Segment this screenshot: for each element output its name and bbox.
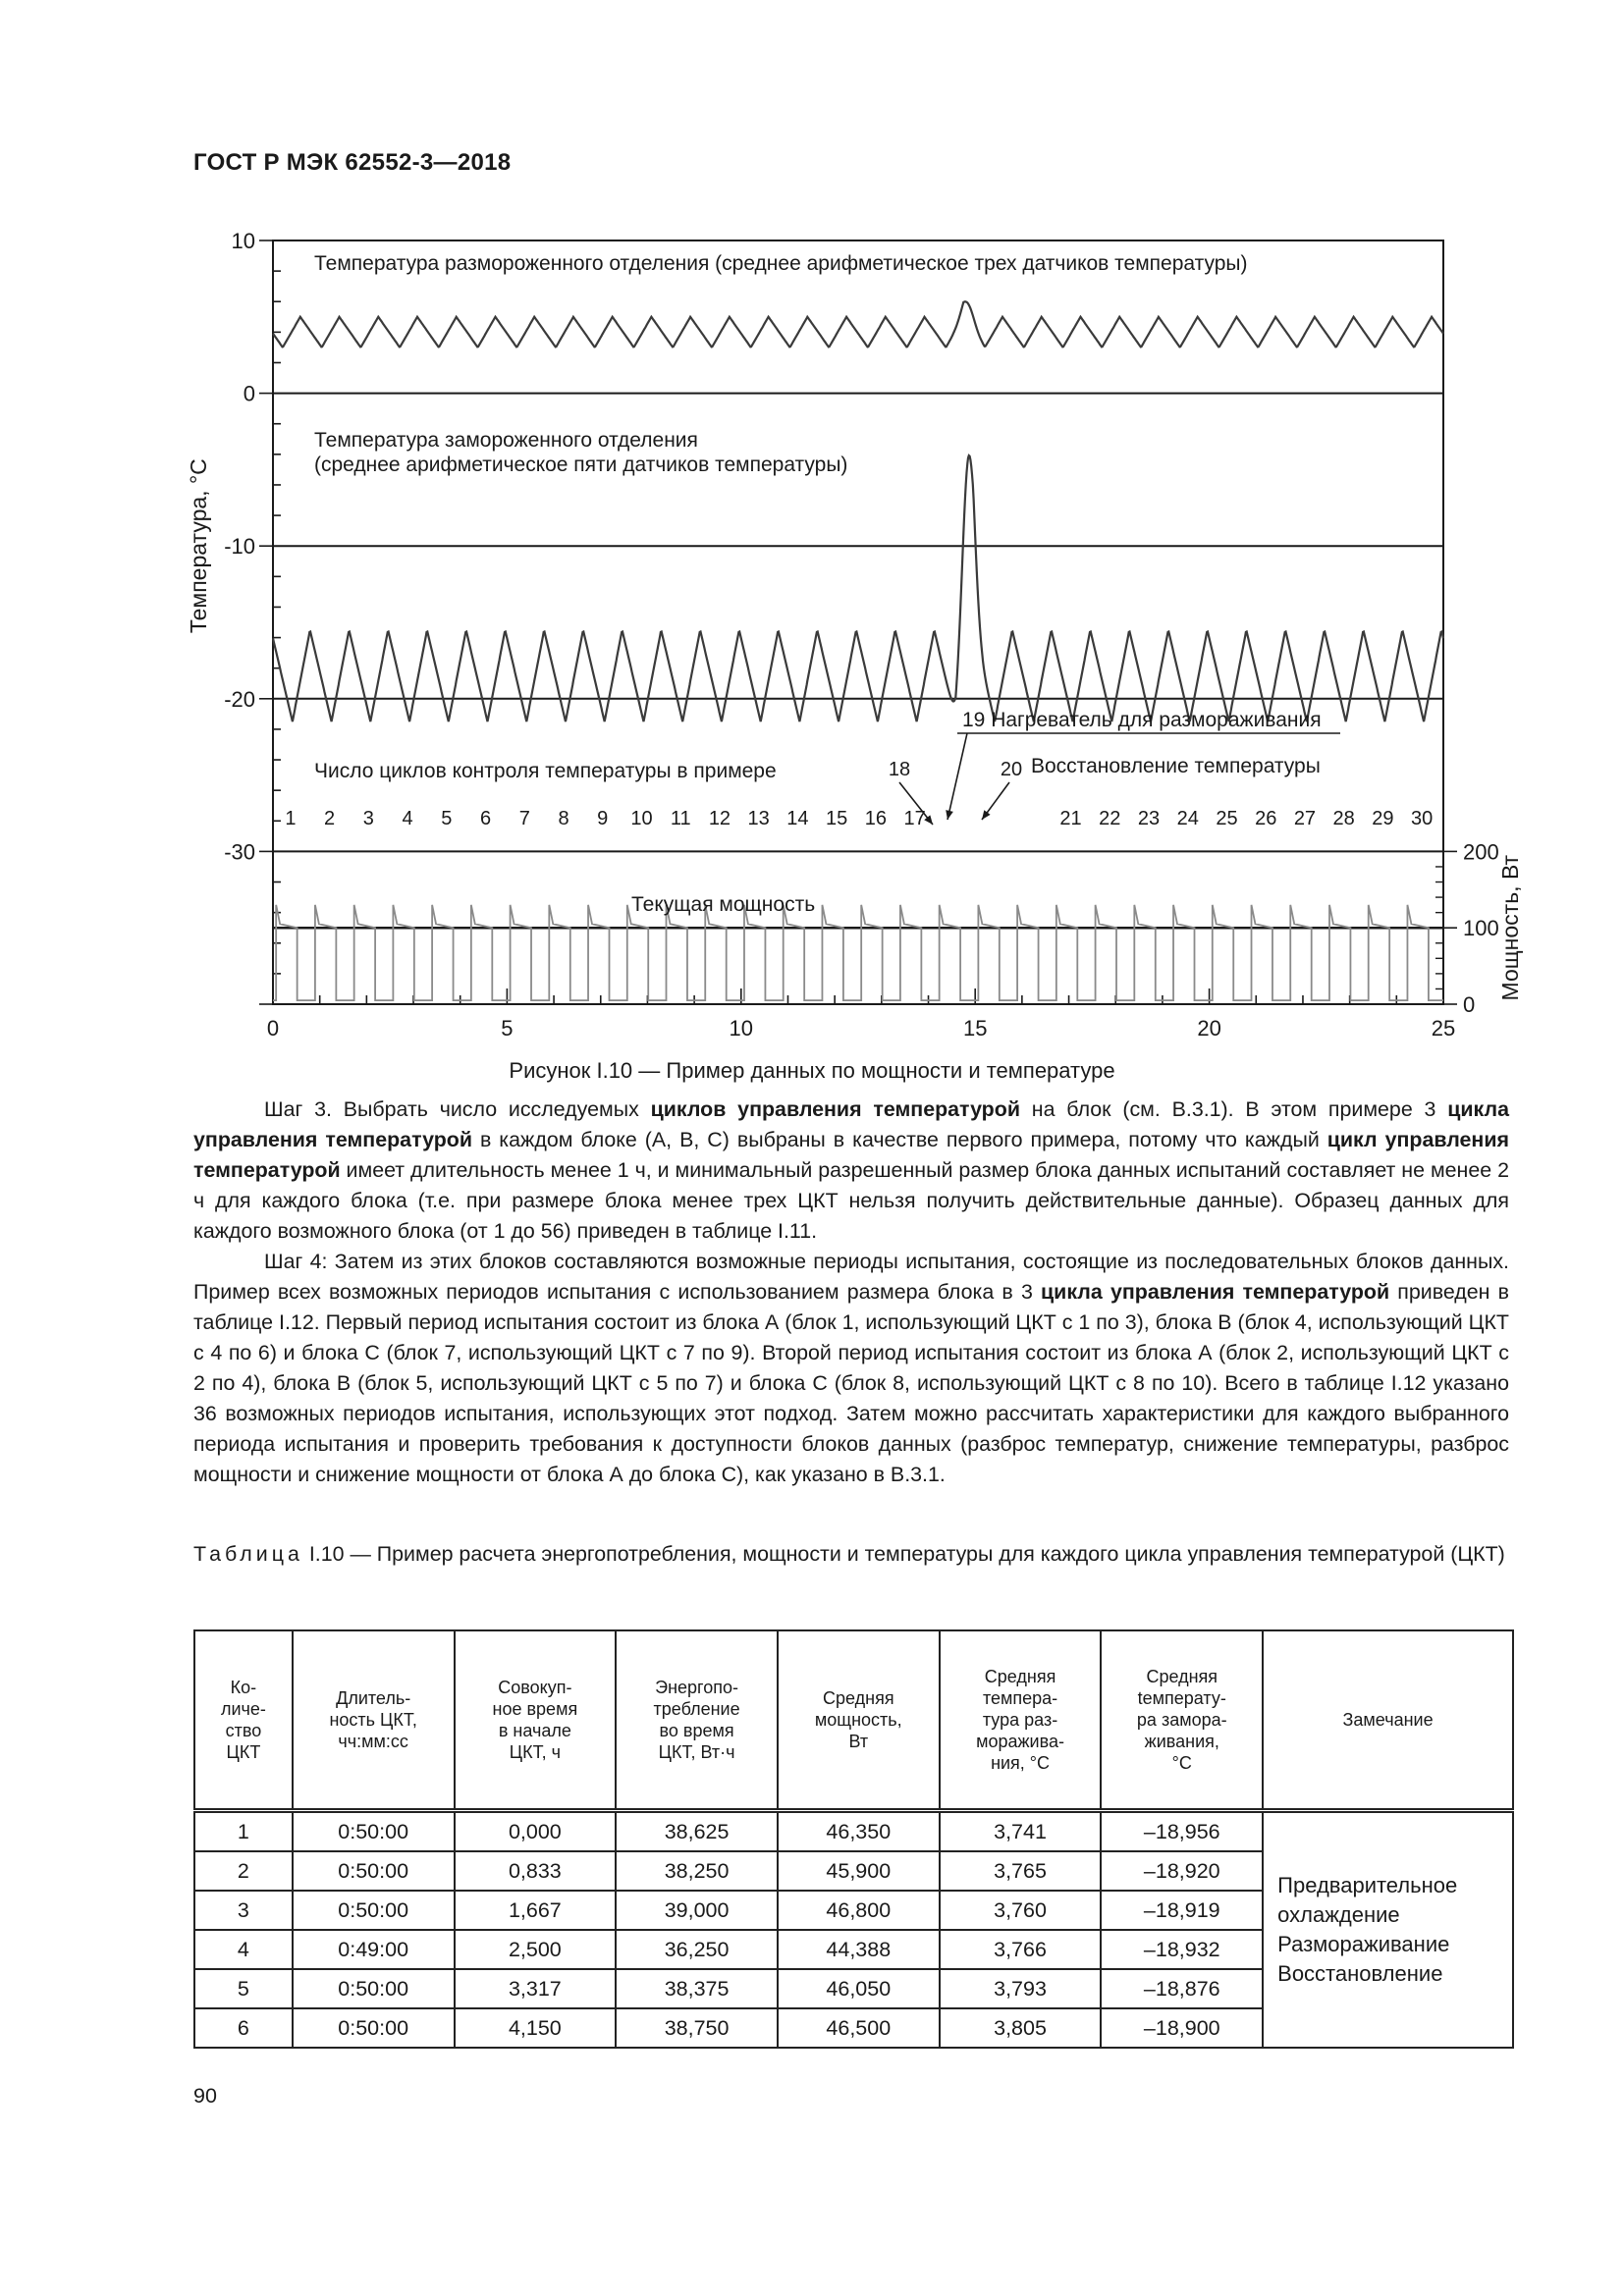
bold-term: цикла управления температурой xyxy=(1041,1280,1390,1304)
bold-term: циклов управления температурой xyxy=(650,1097,1020,1121)
text-run: приведен в таблице I.12. Первый период испытания состоит из блока А (блок 1, использующий ЦКТ с 1 по 3), блока В (блок 4, использующий ЦКТ с 4 по 6) и блока С (блок 7, использующий ЦКТ с 7 по 9). Второй период испытания состоит из блока А (блок 2, использующий ЦКТ с 2 по 4), блока В (блок 5, использующий ЦКТ с 5 по 7) и блока С (блок 8, использующий ЦКТ с 8 по 10). Всего в таблице I.12 указано 36 возможных периодов испытания, использующих этот подход. Затем можно рассчитать характеристики для каждого выбранного периода испытания и проверить требования к доступности блоков данных (разброс температур, снижение температуры, разброс мощности и снижение мощности от блока А до блока С), как указано в В.3.1. xyxy=(193,1280,1509,1486)
cycle-number: 23 xyxy=(1137,808,1161,829)
table-cell: 0:50:00 xyxy=(293,1969,455,2008)
column-header: Средняя tемперату- ра замора- живания, °С xyxy=(1101,1630,1263,1811)
table-cell: 36,250 xyxy=(616,1930,778,1969)
table-cell: 45,900 xyxy=(778,1851,940,1891)
cycle-number: 13 xyxy=(747,808,770,829)
body-text xyxy=(193,1095,1509,1490)
column-header: Ко- личе- ство ЦКТ xyxy=(194,1630,293,1811)
cycle-number: 21 xyxy=(1059,808,1082,829)
table-cell: 46,050 xyxy=(778,1969,940,2008)
table-cell: 4,150 xyxy=(455,2008,617,2048)
x-tick-label: 25 xyxy=(1431,1016,1456,1041)
table-cell: –18,876 xyxy=(1101,1969,1263,2008)
table-cell: 0:50:00 xyxy=(293,1811,455,1852)
cycle-number: 14 xyxy=(786,808,809,829)
text-run: Шаг 4: Затем из этих блоков составляются возможные периоды испытания, состоящие из последовательных блоков данных. Пример всех возможных периодов испытания с использованием размера блока в 3 xyxy=(193,1250,1509,1304)
cycle-number: 9 xyxy=(597,808,609,829)
paragraph-step-4 xyxy=(193,1247,1509,1490)
paragraph-step-3 xyxy=(193,1095,1509,1247)
table-cell: –18,932 xyxy=(1101,1930,1263,1969)
table-cell: 5 xyxy=(194,1969,293,2008)
table-cell: 0:50:00 xyxy=(293,1891,455,1930)
table-title-text: I.10 — Пример расчета энергопотребления, мощности и температуры для каждого цикла управления температурой (ЦКТ) xyxy=(302,1542,1505,1566)
cycle-number: 15 xyxy=(826,808,848,829)
table-cell: 0,000 xyxy=(455,1811,617,1852)
cycle-number: 3 xyxy=(362,808,374,829)
y-axis-title: Температура, °С xyxy=(186,458,211,634)
text-run: Шаг 3. Выбрать число исследуемых xyxy=(264,1097,651,1121)
chart-series xyxy=(273,301,1443,1000)
table-cell: 1,667 xyxy=(455,1891,617,1930)
x-tick-label: 5 xyxy=(501,1016,514,1041)
page-number: 90 xyxy=(193,2084,217,2108)
table-cell: 6 xyxy=(194,2008,293,2048)
arrow-heater-head xyxy=(946,810,953,820)
text-run: имеет длительность менее 1 ч, и минимальный разрешенный размер блока данных испытаний составляет не менее 2 ч для каждого блока (т.е. при размере блока менее трех ЦКТ нельзя получить действительные данные). Образец данных для каждого возможного блока (от 1 до 56) приведен в таблице I.11. xyxy=(193,1158,1509,1243)
table-cell: 46,500 xyxy=(778,2008,940,2048)
annotation-cycles: Число циклов контроля температуры в примере xyxy=(314,760,777,782)
cycle-number: 16 xyxy=(864,808,888,829)
table-row xyxy=(194,1811,1513,1852)
table-cell: –18,920 xyxy=(1101,1851,1263,1891)
y2-tick-label: 200 xyxy=(1463,839,1499,865)
bold-term: цикл управления температурой xyxy=(193,1128,1509,1182)
arrow-cycle-20-head xyxy=(982,810,991,820)
x-tick-label: 10 xyxy=(729,1016,754,1041)
arrow-heater xyxy=(947,733,967,820)
table-cell: 3,765 xyxy=(940,1851,1102,1891)
cycle-number: 10 xyxy=(630,808,653,829)
table-cell: 44,388 xyxy=(778,1930,940,1969)
table-cell: 38,625 xyxy=(616,1811,778,1852)
cycle-number: 6 xyxy=(479,808,492,829)
table-note: Предварительное охлаждение Размораживание Восстановление xyxy=(1263,1811,1513,2049)
table-cell: 38,750 xyxy=(616,2008,778,2048)
series-power xyxy=(273,905,1443,1000)
document-header: ГОСТ Р МЭК 62552-3—2018 xyxy=(193,149,512,176)
plot-frame xyxy=(273,240,1443,1004)
series-fresh-temperature xyxy=(273,301,1443,347)
y2-axis-title: Мощность, Вт xyxy=(1497,854,1523,1001)
power-temperature-chart xyxy=(177,221,1523,1055)
column-header: Длитель- ность ЦКТ, чч:мм:сс xyxy=(293,1630,455,1811)
table-cell: 2,500 xyxy=(455,1930,617,1969)
cycle-number: 24 xyxy=(1176,808,1199,829)
annotation-fresh: Температура размороженного отделения (среднее арифметическое трех датчиков температуры) xyxy=(314,252,1248,275)
table-cell: 3,741 xyxy=(940,1811,1102,1852)
table-cell: 38,250 xyxy=(616,1851,778,1891)
column-header: Энергопо- требление во время ЦКТ, Вт·ч xyxy=(616,1630,778,1811)
text-run: в каждом блоке (А, В, С) выбраны в качестве первого примера, потому что каждый xyxy=(471,1128,1327,1151)
table-cell: –18,900 xyxy=(1101,2008,1263,2048)
table-cell: 0:50:00 xyxy=(293,1851,455,1891)
cycle-number: 8 xyxy=(558,808,569,829)
table-cell: 38,375 xyxy=(616,1969,778,2008)
cycle-number: 25 xyxy=(1216,808,1238,829)
cycle-number: 7 xyxy=(518,808,530,829)
table-cell: 1 xyxy=(194,1811,293,1852)
annotation-cycle-20: 20 xyxy=(1000,759,1023,780)
table-cell: 3,766 xyxy=(940,1930,1102,1969)
y2-tick-label: 0 xyxy=(1463,992,1476,1017)
table-cell: –18,919 xyxy=(1101,1891,1263,1930)
cycle-number: 4 xyxy=(402,808,413,829)
column-header: Средняя темпера- тура раз- моражива- ния, °С xyxy=(940,1630,1102,1811)
table-cell: 0:50:00 xyxy=(293,2008,455,2048)
table-cell: 2 xyxy=(194,1851,293,1891)
text-run: на блок (см. В.3.1). В этом примере 3 xyxy=(1019,1097,1448,1121)
annotation-power: Текущая мощность xyxy=(631,893,816,916)
cycle-number: 11 xyxy=(670,808,691,829)
cycle-number: 27 xyxy=(1293,808,1317,829)
table-label: Таблица xyxy=(193,1542,303,1566)
cycle-number: 26 xyxy=(1255,808,1277,829)
cycle-number: 29 xyxy=(1372,808,1394,829)
y-tick-label: -30 xyxy=(224,839,255,865)
table-cell: –18,956 xyxy=(1101,1811,1263,1852)
table-cell: 0:49:00 xyxy=(293,1930,455,1969)
table-header-row xyxy=(194,1630,1513,1811)
figure-caption: Рисунок I.10 — Пример данных по мощности и температуре xyxy=(509,1058,1115,1083)
cycle-number: 28 xyxy=(1332,808,1355,829)
y-tick-label: -10 xyxy=(224,534,255,560)
column-header: Совокуп- ное время в начале ЦКТ, ч xyxy=(455,1630,617,1811)
chart-axes xyxy=(259,240,1457,1004)
table-cell: 0,833 xyxy=(455,1851,617,1891)
cycle-number: 12 xyxy=(708,808,731,829)
table-cell: 4 xyxy=(194,1930,293,1969)
x-tick-label: 0 xyxy=(266,1016,280,1041)
column-header: Замечание xyxy=(1263,1630,1513,1811)
table-cell: 46,800 xyxy=(778,1891,940,1930)
annotation-recovery: Восстановление температуры xyxy=(1031,755,1321,777)
annotation-cycle-18: 18 xyxy=(888,759,911,780)
table-cell: 46,350 xyxy=(778,1811,940,1852)
x-tick-label: 20 xyxy=(1197,1016,1221,1041)
y-tick-label: 10 xyxy=(231,229,255,253)
table-cell: 3,760 xyxy=(940,1891,1102,1930)
table-cell: 3 xyxy=(194,1891,293,1930)
table-cell: 39,000 xyxy=(616,1891,778,1930)
cycle-number: 1 xyxy=(285,808,297,829)
y-tick-label: 0 xyxy=(243,381,255,406)
cycle-number: 17 xyxy=(903,808,926,829)
x-tick-label: 15 xyxy=(962,1016,988,1041)
series-frozen-temperature xyxy=(273,455,1443,721)
table-title xyxy=(193,1539,1509,1570)
cycle-number: 22 xyxy=(1099,808,1121,829)
bold-term: цикла управления температурой xyxy=(193,1097,1509,1151)
data-table xyxy=(193,1629,1514,2049)
annotation-frozen: Температура замороженного отделения xyxy=(314,429,698,452)
table-cell: 3,805 xyxy=(940,2008,1102,2048)
cycle-number: 2 xyxy=(324,808,336,829)
annotation-heater: 19 Нагреватель для размораживания xyxy=(962,709,1322,731)
annotation-frozen-2: (среднее арифметическое пяти датчиков температуры) xyxy=(314,454,848,476)
column-header: Средняя мощность, Вт xyxy=(778,1630,940,1811)
y-tick-label: -20 xyxy=(224,686,255,712)
cycle-number: 30 xyxy=(1411,808,1434,829)
cycle-number: 5 xyxy=(441,808,453,829)
table-cell: 3,317 xyxy=(455,1969,617,2008)
table-cell: 3,793 xyxy=(940,1969,1102,2008)
y2-tick-label: 100 xyxy=(1463,916,1499,941)
